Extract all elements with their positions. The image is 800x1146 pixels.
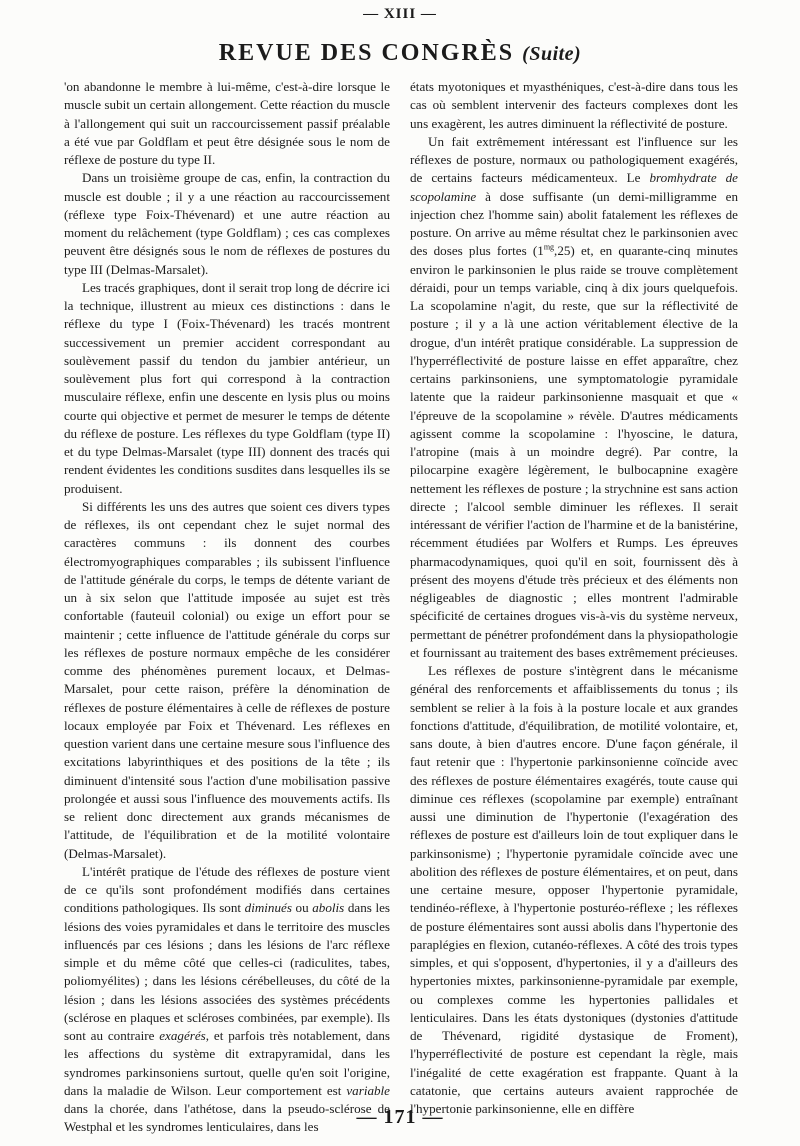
text-run: ,25) et, en quarante-cinq minutes environ le parkinsonien le plus raide se trouve complètement déraidi, pour un temps variable, cinq à dix jours quelquefois. La scopolamine n'agit, du reste, que sur la réflectivité de posture ; il y a là une action véritablement élective de la drogue, d'un intérêt pratique considérable. La suppression de l'hyperréflectivité de posture laisse en effet apparaître, chez certains parkinsoniens, une symptomatologie pyramidale latente que la raideur parkinsonienne masquait et que « l'épreuve de la scopolamine » révèle. D'autres médicaments agissent comme la scopolamine : l'hyoscine, le datura, l'atropine (mais à un moindre degré). Par contre, la pilocarpine exagère légèrement, le bulbocapnine exagère nettement les réflexes de posture ; la strychnine est sans action directe ; l'alcool semble diminuer les réflexes. Il serait intéressant de vérifier l'action de l'harmine et de la banistérine, récemment étudiées par Wolfers et Rumps. Les épreuves pharmacodynamiques, quoi qu'il en soit, fournissent dès à présent des moyens d'étude très précieux et des éléments non négligeables de diagnostic ; elles montrent l'admirable spécificité de certaines drogues vis-à-vis du système nerveux, permettant de pénétrer profondément dans la physiopathologie et fournissant au traitement des bases extrêmement précieuses.: [410, 243, 738, 660]
section-title: [0, 38, 800, 69]
text-run: dans les lésions des voies pyramidales et dans le territoire des muscles influencés par ces lésions ; dans les lésions de l'arc réflexe simple et du même côté que celles-ci (radiculites, tabes, poliomyélites) ; dans les lésions cérébelleuses, du côté de la lésion ; dans les lésions associées des systèmes précédents (sclérose en plaques et scléroses combinées, par exemple). Ils sont au contraire: [64, 900, 391, 1043]
section-title-suffix: (Suite): [522, 43, 582, 65]
paragraph: [410, 662, 738, 1118]
text-run: Les tracés graphiques, dont il serait trop long de décrire ici la technique, illustrent au mieux ces distinctions : dans le réflexe du type I (Foix-Thévenard) les tracés montrent successivement un premier accident correspondant au soulèvement passif du tendon du jambier antérieur, un soulèvement plus fort qui correspond à la contraction musculaire réflexe, enfin une descente en lysis plus ou moins courte qui objective et permet de mesurer le temps de détente du réflexe de posture. Les réflexes du type Goldflam (type II) et du type Delmas-Marsalet (type III) donnent des tracés qui rendent évidentes les conditions susdites dans lesquelles ils se produisent.: [64, 279, 390, 496]
paragraph-continued: [64, 78, 390, 169]
paragraph: [64, 863, 390, 1137]
text-run: L'intérêt pratique de l'étude des réflexes de posture vient de ce qu'ils sont profondément modifiés dans certaines conditions pathologiques. Ils sont: [64, 863, 390, 916]
superscript-unit: mg: [543, 242, 555, 252]
text-run: états myotoniques et myasthéniques, c'est-à-dire dans tous les cas où semblent intervenir des facteurs complexes dont les uns exagèrent, les autres diminuent la réflectivité de posture.: [410, 79, 738, 131]
italic-text: variable: [346, 1082, 390, 1098]
section-title-text: REVUE DES CONGRÈS: [218, 40, 515, 66]
left-column: [64, 78, 390, 1137]
paragraph: [410, 133, 738, 662]
text-run: Si différents les uns des autres que soient ces divers types de réflexes, ils ont cependant chez le sujet normal des caractères communs : ils donnent des courbes électromyographiques comparables ; ils subissent l'influence de l'attitude générale du corps, le temps de détente variant de un à six selon que l'attitude imposée au sujet est très confortable (fauteuil colonial) ou exige un effort pour se maintenir ; cette influence de l'attitude générale du corps sur les réflexes de posture normaux empêche de les considérer comme des phénomènes purement locaux, et Delmas-Marsalet, pour cette raison, préfère la dénomination de réflexes de posture élémentaires à celle de réflexes de posture locaux employée par Foix et Thévenard. Les réflexes en question varient dans une certaine mesure sous l'influence des excitations labyrinthiques et des positions de la tête ; ils diminuent d'intensité sous l'action d'une mobilisation passive prolongée et aussi sous l'influence des mouvements actifs. Ils se relient donc directement aux grands mécanismes de l'attitude, de l'équilibration et de la motilité volontaire (Delmas-Marsalet).: [64, 498, 390, 861]
paragraph: [64, 498, 390, 863]
paragraph: [64, 169, 390, 279]
italic-text: diminués: [244, 900, 292, 916]
text-run: , et parfois très notablement, dans les affections du système dit extrapyramidal, dans les syndromes parkinsoniens surtout, quelle qu'en soit l'origine, dans la maladie de Wilson. Leur comportement est: [64, 1028, 390, 1098]
italic-text: bromhydrate de scopolamine: [410, 170, 738, 204]
text-run: à dose suffisante (un demi-milligramme en injection chez l'homme sain) abolit fatalement les réflexes de posture. On arrive au même résultat chez le parkinsonien avec des doses plus fortes (1: [410, 188, 738, 259]
text-run: ou: [291, 900, 313, 916]
paragraph-continued: [410, 78, 738, 133]
text-run: Un fait extrêmement intéressant est l'influence sur les réflexes de posture, normaux ou pathologiquement exagérés, de certains facteurs médicamenteux. Le: [410, 133, 738, 186]
text-run: Dans un troisième groupe de cas, enfin, la contraction du muscle est double ; il y a une réaction au raccourcissement (réflexe type Foix-Thévenard) et une autre réaction au moment du relâchement (type Goldflam) ; ces cas complexes peuvent être désignés sous le nom de réflexes de postures du type III (Delmas-Marsalet).: [64, 170, 390, 277]
page-number: — 171 —: [356, 1106, 444, 1128]
paragraph: [64, 279, 390, 498]
right-column: [410, 78, 738, 1118]
text-run: 'on abandonne le membre à lui-même, c'est-à-dire lorsque le muscle subit un certain allongement. Cette réaction du muscle à l'allongement qui suit un raccourcissement passif préalable a été vue par Goldflam et peut être désignée sous le nom de réflexe de posture du type II.: [64, 79, 390, 167]
text-run: dans la chorée, dans l'athétose, dans la pseudo-sclérose de Westphal et les syndromes lenticulaires, dans les: [64, 1101, 390, 1135]
text-run: Les réflexes de posture s'intègrent dans le mécanisme général des renforcements et affaiblissements du tonus ; ils semblent se relier à la fois à la posture locale et aux grandes fonctions d'attitude, d'équilibration, de motilité volontaire, et, sans doute, à bien d'autres encore. D'une façon générale, il faut retenir que : l'hypertonie parkinsonienne coïncide avec des réflexes de posture élémentaires exagérés, toute cause qui diminue ces réflexes (scopolamine par exemple) entraînant aussi une diminution de l'hypertonie (l'exagération des réflexes de posture est d'ailleurs loin de tout expliquer dans le parkinsonisme) ; l'hypertonie pyramidale coïncide avec une abolition des réflexes de posture élémentaires, et on peut, dans une certaine mesure, opposer l'hypertonie pyramidale, tendinéo-réflexe, à l'hypertonie posturéo-réflexe ; les réflexes de posture élémentaires sont aussi abolis dans l'hypertonie des paraplégies en flexion, cutanéo-réflexes. A côté des trois types simples, et qui s'opposent, d'hypertonies, il y a d'ailleurs des hypertonies mixtes, parkinsonienne-pyramidale par exemple, ou complexes comme les hypertonies pallidales et lenticulaires. Dans les états dystoniques (dystonies d'attitude de Thévenard, rigidité dystasique de Froment), l'hyperréflectivité de posture est cependant la règle, mais l'inégalité de cette exagération est frappante. Quant à la catatonie, que certains auteurs avaient rapprochée de l'hypertonie parkinsonienne, elle en diffère: [410, 663, 738, 1116]
italic-text: exagérés: [159, 1028, 206, 1043]
roman-page-number: — XIII —: [363, 6, 437, 22]
italic-text: abolis: [312, 900, 345, 916]
